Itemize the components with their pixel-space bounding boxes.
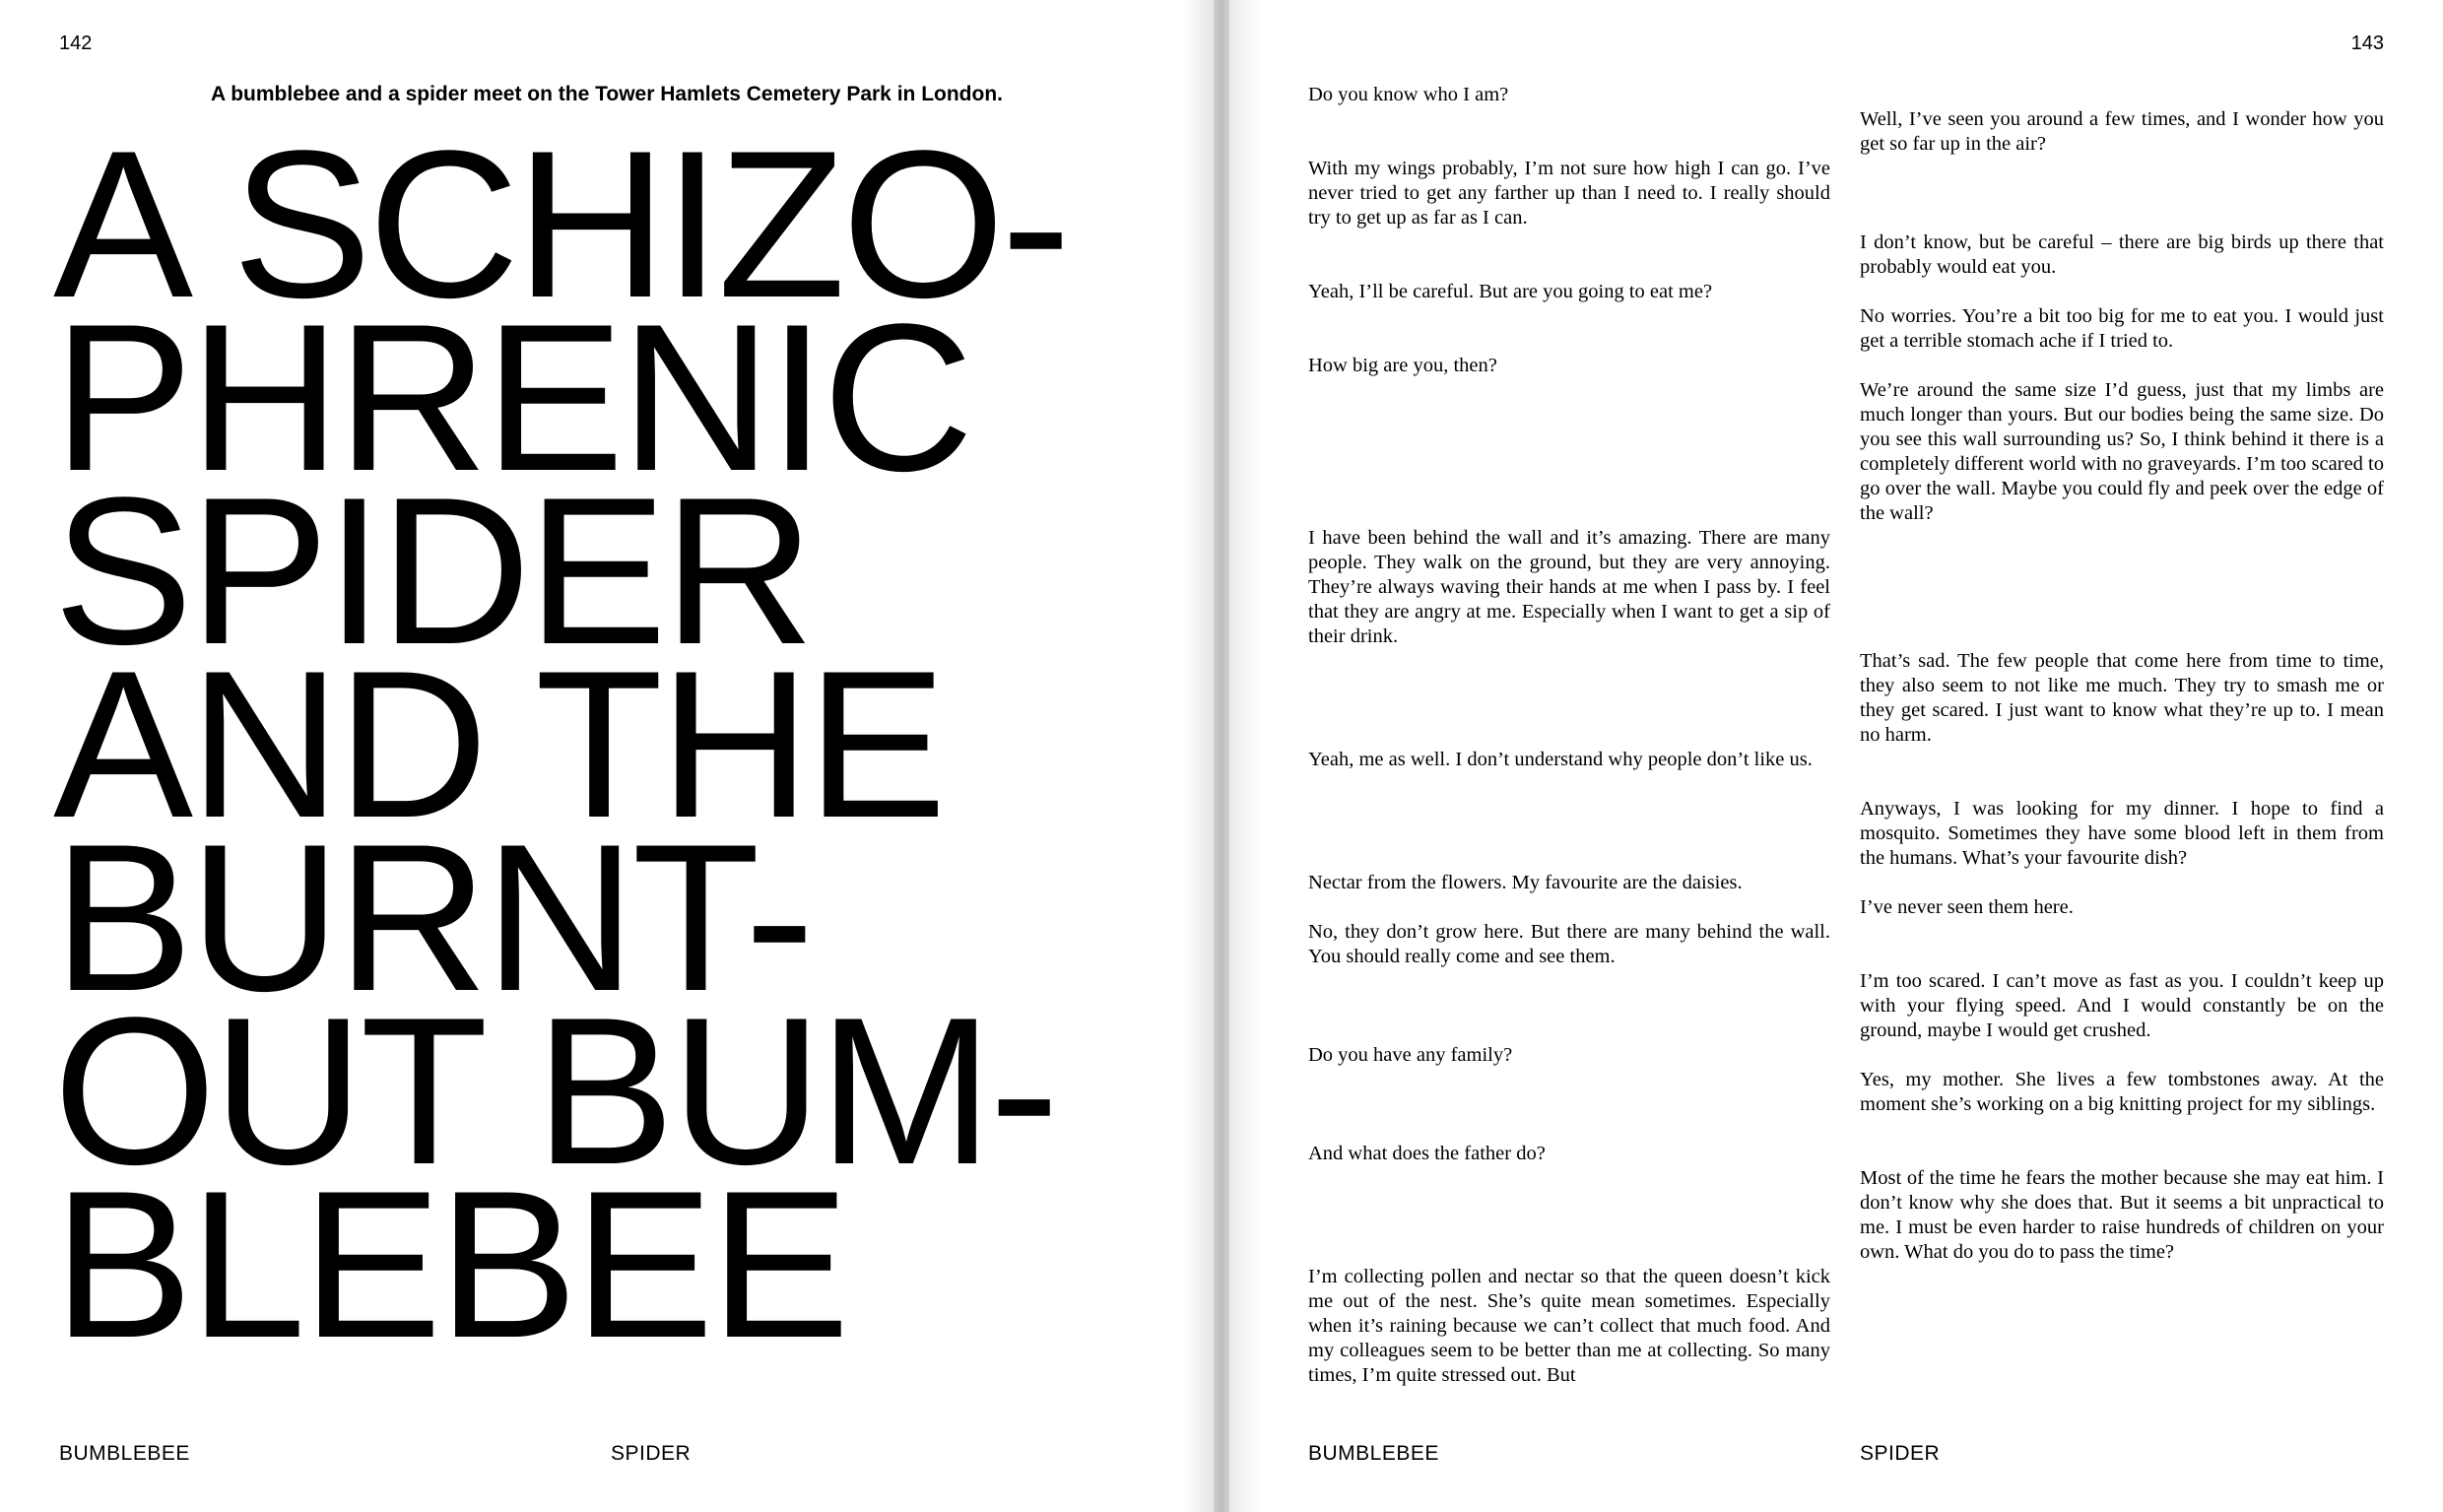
bumblebee-line: Do you have any family? [1308, 1044, 1513, 1066]
bumblebee-line: No, they don’t grow here. But there are many behind the wall. You should really come and see them. [1308, 921, 1830, 967]
spider-line: I don’t know, but be careful – there are big birds up there that probably would eat you. [1860, 231, 2384, 278]
spider-line: Yes, my mother. She lives a few tombstones away. At the moment she’s working on a big knitting project for my siblings. [1860, 1069, 2384, 1115]
spider-line: That’s sad. The few people that come here from time to time, they also seem to not like me much. They try to smash me or they get scared. I just want to know what they’re up to. I mean no harm. [1860, 650, 2384, 746]
headline-line: OUT BUM- [53, 974, 1056, 1209]
headline-line: BLEBEE [53, 1148, 846, 1382]
spider-line: Anyways, I was looking for my dinner. I hope to find a mosquito. Sometimes they have some blood left in them from the humans. What’s your favourite dish? [1860, 798, 2384, 869]
spider-line: Most of the time he fears the mother because she may eat him. I don’t know why she does that. But it seems a bit unpractical to me. I must be even harder to raise hundreds of children on your own. What do you do to pass the time? [1860, 1167, 2384, 1263]
footer-bumblebee-right: BUMBLEBEE [1308, 1442, 1439, 1465]
spider-line: Well, I’ve seen you around a few times, and I wonder how you get so far up in the air? [1860, 108, 2384, 155]
bumblebee-line: Do you know who I am? [1308, 84, 1509, 105]
headline-line: PHRENIC [53, 281, 970, 515]
bumblebee-line: And what does the father do? [1308, 1143, 1546, 1164]
bumblebee-line: I have been behind the wall and it’s amazing. There are many people. They walk on the ground, but they are very annoying. They’re always waving their hands at me when I pass by. I feel that they are angry at me. Especially when I want to get a sip of their drink. [1308, 527, 1830, 647]
left-page [0, 0, 1214, 1512]
spider-line: I’ve never seen them here. [1860, 896, 2074, 918]
bumblebee-line: With my wings probably, I’m not sure how high I can go. I’ve never tried to get any farther up than I need to. I really should try to get up as far as I can. [1308, 158, 1830, 229]
right-page [1229, 0, 2443, 1512]
footer-bumblebee-left: BUMBLEBEE [59, 1442, 190, 1465]
bumblebee-line: I’m collecting pollen and nectar so that the queen doesn’t kick me out of the nest. She’s quite mean sometimes. Especially when it’s raining because we can’t collect that much food. And my colleagues seem to be better than me at collecting. So many times, I’m quite stressed out. But [1308, 1266, 1830, 1386]
headline [53, 107, 1196, 1382]
footer-spider-right: SPIDER [1860, 1442, 1941, 1465]
bumblebee-line: Yeah, I’ll be careful. But are you going to eat me? [1308, 281, 1713, 302]
headline-line: BURNT- [53, 801, 811, 1035]
headline-line: A SCHIZO- [53, 107, 1068, 342]
headline-line: SPIDER [53, 454, 812, 689]
page-number-right: 143 [2350, 33, 2384, 54]
bumblebee-line: How big are you, then? [1308, 355, 1497, 376]
headline-line: AND THE [53, 627, 944, 862]
footer-spider-left: SPIDER [611, 1442, 692, 1465]
page-number-left: 142 [59, 33, 93, 54]
spider-line: We’re around the same size I’d guess, just that my limbs are much longer than yours. But our bodies being the same size. Do you see this wall surrounding us? So, I think behind it there is a completely different world with no graveyards. I’m too scared to go over the wall. Maybe you could fly and peek over the edge of the wall? [1860, 379, 2384, 524]
intro-sentence: A bumblebee and a spider meet on the Tower Hamlets Cemetery Park in London. [210, 83, 1003, 105]
bumblebee-line: Nectar from the flowers. My favourite are the daisies. [1308, 872, 1743, 893]
bumblebee-line: Yeah, me as well. I don’t understand why people don’t like us. [1308, 749, 1813, 770]
spider-line: I’m too scared. I can’t move as fast as you. I couldn’t keep up with your flying speed. And I would constantly be on the ground, maybe I would get crushed. [1860, 970, 2384, 1041]
spider-line: No worries. You’re a bit too big for me to eat you. I would just get a terrible stomach ache if I tried to. [1860, 305, 2384, 352]
